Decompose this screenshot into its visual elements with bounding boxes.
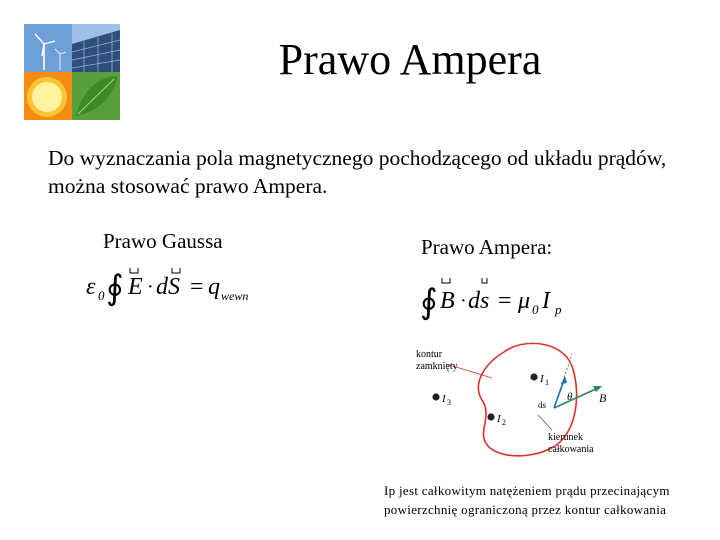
equals-sign: = — [190, 274, 204, 300]
current-I3-marker — [432, 393, 451, 407]
current-I1-marker — [530, 373, 549, 387]
field-B: B — [440, 288, 455, 314]
label-I2-sub: 2 — [502, 418, 506, 427]
direction-label-line2: całkowania — [548, 444, 594, 455]
label-ds: ds — [538, 400, 547, 410]
contour-integral-symbol: ∮ — [106, 270, 124, 307]
mu-subscript: 0 — [532, 302, 539, 317]
direction-label-line1: kierunek — [548, 432, 583, 443]
current-note: Ip jest całkowitym natężeniem prądu przecinającym powierzchnię ograniczoną przez kontur całkowania — [384, 483, 670, 517]
epsilon-subscript: 0 — [98, 288, 105, 303]
contour-label-line1: kontur — [416, 349, 443, 360]
sky-quadrant — [24, 24, 72, 72]
label-I1: I — [540, 373, 544, 385]
sun-icon — [24, 72, 72, 120]
current-I: I — [542, 288, 550, 314]
renewable-energy-logo — [24, 24, 120, 120]
dot-operator: · — [460, 290, 467, 312]
leaf-icon — [72, 72, 120, 120]
epsilon-symbol: ε — [86, 274, 96, 300]
slide-title: Prawo Ampera — [278, 35, 542, 84]
ampere-equation — [418, 276, 578, 326]
direction-label-pointer — [538, 415, 552, 430]
label-B: B — [599, 391, 607, 405]
line-element-ds: ds — [468, 288, 490, 314]
area-element-dS: dS — [156, 274, 180, 300]
label-theta: θ — [567, 391, 573, 403]
charge-q: q — [208, 274, 220, 300]
gauss-law-label: Prawo Gaussa — [103, 229, 223, 253]
charge-subscript: wewn — [221, 289, 249, 303]
contour-label-line2: zamknięty — [416, 361, 458, 372]
vector-arrow-ds — [482, 278, 487, 283]
label-I1-sub: 1 — [545, 378, 549, 387]
solar-panels-icon — [72, 24, 120, 72]
gauss-equation — [84, 262, 284, 312]
vector-arrow-dS — [172, 268, 180, 273]
equals-sign: = — [498, 288, 512, 314]
label-I3: I — [442, 393, 446, 405]
vector-arrow-E — [130, 268, 138, 273]
mu-symbol: μ — [518, 288, 531, 314]
vector-arrow-B — [442, 278, 450, 283]
field-E: E — [128, 274, 143, 300]
intro-paragraph: Do wyznaczania pola magnetycznego pochodzącego od układu prądów, można stosować prawo Ampera. — [48, 146, 667, 198]
current-I2-marker — [487, 413, 506, 427]
label-I2: I — [497, 413, 501, 425]
ampere-law-label: Prawo Ampera: — [421, 235, 553, 259]
current-subscript: p — [555, 302, 562, 317]
contour-integral-symbol: ∮ — [420, 284, 438, 321]
dot-operator: · — [147, 276, 154, 298]
ampere-loop-diagram — [412, 338, 622, 462]
label-I3-sub: 3 — [447, 398, 451, 407]
